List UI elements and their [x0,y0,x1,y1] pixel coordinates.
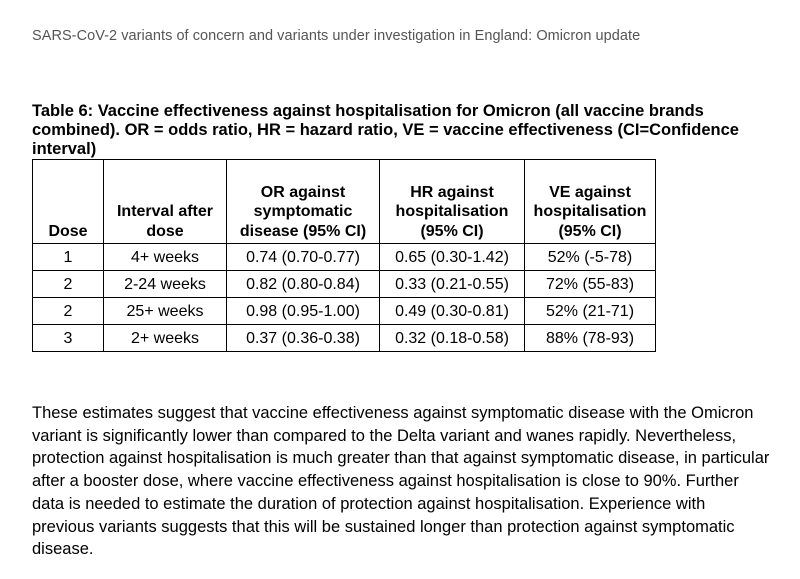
cell-ve: 88% (78-93) [525,325,656,352]
cell-ve: 72% (55-83) [525,271,656,298]
cell-interval: 2-24 weeks [104,271,227,298]
table-row [33,298,656,325]
cell-interval: 2+ weeks [104,325,227,352]
cell-hr: 0.65 (0.30-1.42) [380,244,525,271]
cell-dose: 2 [33,298,104,325]
cell-hr: 0.33 (0.21-0.55) [380,271,525,298]
cell-dose: 2 [33,271,104,298]
body-paragraph: These estimates suggest that vaccine effectiveness against symptomatic disease with the Omicron variant is significantly lower than compared to the Delta variant and wanes rapidly. Nevertheless, protection against hospitalisation is much greater than that against symptomatic disease, in particular after a booster dose, where vaccine effectiveness against hospitalisation is close to 90%. Further data is needed to estimate the duration of protection against hospitalisation. Experience with previous variants suggests that this will be sustained longer than protection against symptomatic disease. [32,404,770,559]
header-ve-hospitalisation: VE against hospitalisation (95% CI) [525,160,656,244]
header-dose: Dose [33,160,104,244]
header-interval: Interval after dose [104,160,227,244]
cell-or: 0.82 (0.80-0.84) [227,271,380,298]
cell-dose: 3 [33,325,104,352]
cell-interval: 25+ weeks [104,298,227,325]
cell-or: 0.74 (0.70-0.77) [227,244,380,271]
table-row [33,244,656,271]
vaccine-effectiveness-table [32,159,656,352]
table-body [33,244,656,352]
table-caption: Table 6: Vaccine effectiveness against hospitalisation for Omicron (all vaccine brands combined). OR = odds ratio, HR = hazard ratio, VE = vaccine effectiveness (CI=Confidence interval) [32,102,739,158]
cell-hr: 0.49 (0.30-0.81) [380,298,525,325]
cell-or: 0.37 (0.36-0.38) [227,325,380,352]
cell-interval: 4+ weeks [104,244,227,271]
document-running-header: SARS-CoV-2 variants of concern and variants under investigation in England: Omicron update [32,28,641,44]
cell-hr: 0.32 (0.18-0.58) [380,325,525,352]
table-header [33,160,656,244]
header-or-symptomatic: OR against symptomatic disease (95% CI) [227,160,380,244]
table-row [33,271,656,298]
cell-dose: 1 [33,244,104,271]
header-hr-hospitalisation: HR against hospitalisation (95% CI) [380,160,525,244]
table-header-row [33,160,656,244]
cell-ve: 52% (-5-78) [525,244,656,271]
cell-ve: 52% (21-71) [525,298,656,325]
table-row [33,325,656,352]
cell-or: 0.98 (0.95-1.00) [227,298,380,325]
